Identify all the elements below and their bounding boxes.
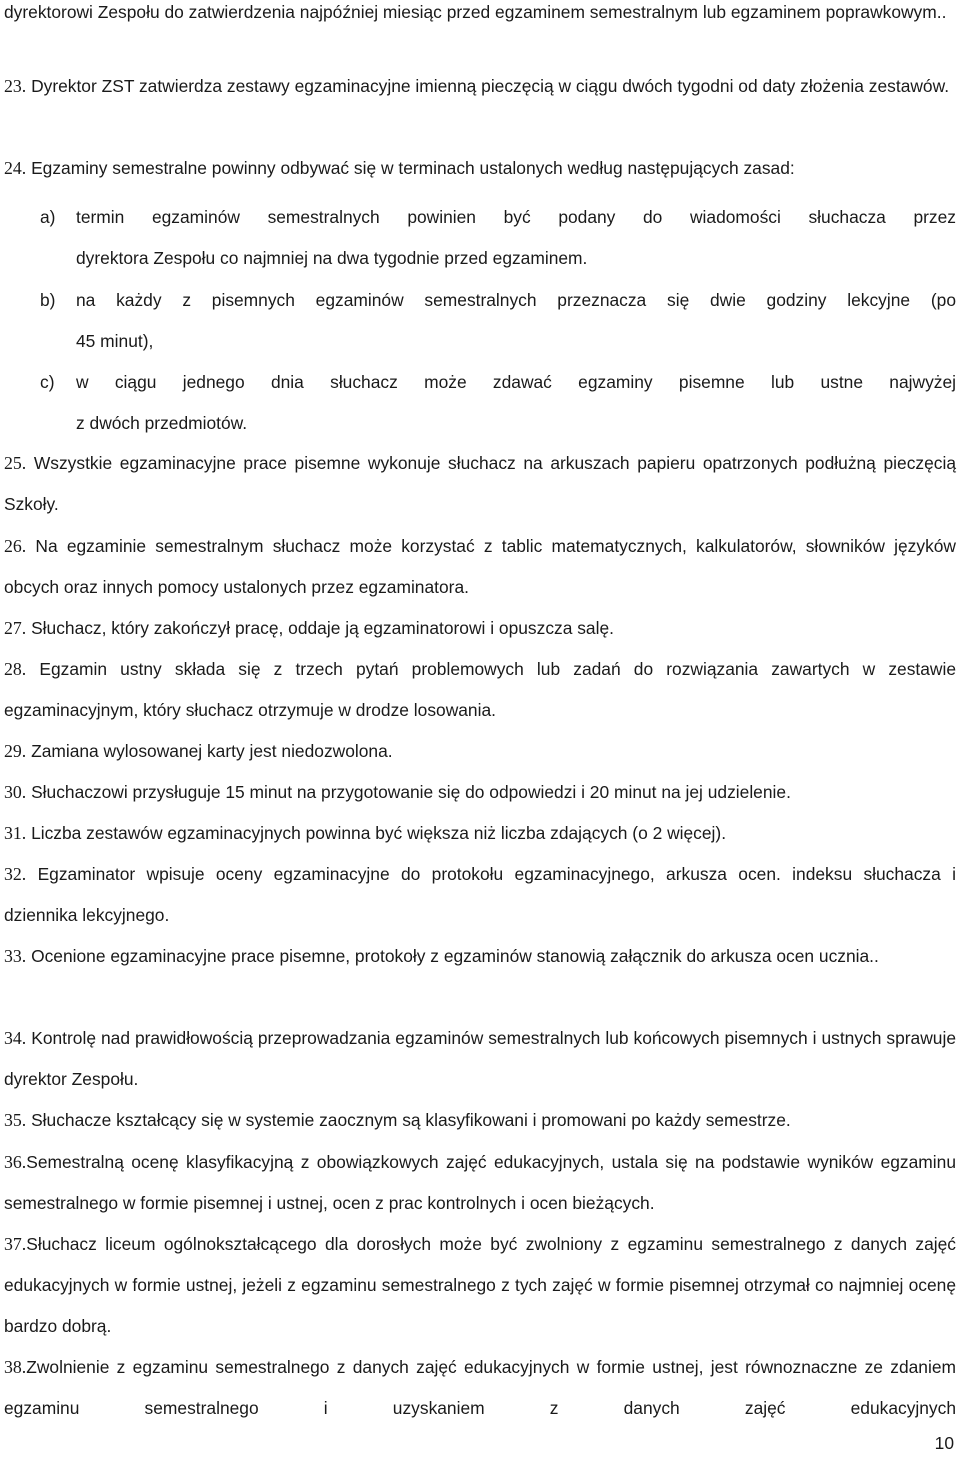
paragraph-number: 27. — [4, 618, 27, 638]
paragraph-number: 29. — [4, 741, 27, 761]
paragraph-36 — [4, 1142, 956, 1224]
paragraph-number: 23. — [4, 76, 27, 96]
paragraph-23 — [4, 66, 956, 107]
paragraph-number: 25. — [4, 453, 27, 473]
paragraph-text: Egzaminy semestralne powinny odbywać się w terminach ustalonych według następujących zasad: — [26, 158, 795, 178]
paragraph-35 — [4, 1100, 956, 1141]
paragraph-text: Egzamin ustny składa się z trzech pytań problemowych lub zadań do rozwiązania zawartych w zestawie egzaminacyjnym, który słuchacz otrzymuje w drodze losowania. — [4, 659, 956, 720]
paragraph-26 — [4, 526, 956, 608]
paragraph-25 — [4, 443, 956, 525]
paragraph-text: dyrektorowi Zespołu do zatwierdzenia najpóźniej miesiąc przed egzaminem semestralnym lub egzaminem poprawkowym.. — [4, 2, 947, 22]
page-number: 10 — [934, 1433, 954, 1453]
paragraph-number: 30. — [4, 782, 27, 802]
list-item-text: termin egzaminów semestralnych powinien być podany do wiadomości słuchacza przez — [76, 207, 956, 227]
list-item-continuation: dyrektora Zespołu co najmniej na dwa tygodnie przed egzaminem. — [76, 248, 588, 268]
paragraph-text: Słuchacz, który zakończył pracę, oddaje ją egzaminatorowi i opuszcza salę. — [26, 618, 614, 638]
paragraph-text: Słuchacze kształcący się w systemie zaocznym są klasyfikowani i promowani po każdy semestrze. — [26, 1110, 791, 1130]
paragraph-text: Na egzaminie semestralnym słuchacz może korzystać z tablic matematycznych, kalkulatorów, słowników języków obcych oraz innych pomocy ustalonych przez egzaminatora. — [4, 536, 956, 597]
paragraph-text: Zwolnienie z egzaminu semestralnego z danych zajęć edukacyjnych w formie ustnej, jest równoznaczne ze zdaniem egzaminu semestralnego i uzyskaniem z danych zajęć edukacyjnych — [4, 1357, 956, 1418]
paragraph-number: 32. — [4, 864, 27, 884]
paragraph-28 — [4, 649, 956, 731]
list-item-continuation: z dwóch przedmiotów. — [76, 413, 248, 433]
paragraph-29 — [4, 731, 956, 772]
list-item-label: c) — [40, 372, 55, 392]
paragraph-text: Kontrolę nad prawidłowością przeprowadzania egzaminów semestralnych lub końcowych pisemnych i ustnych sprawuje dyrektor Zespołu. — [4, 1028, 956, 1089]
paragraph-number: 34. — [4, 1028, 27, 1048]
paragraph-number: 24. — [4, 158, 27, 178]
paragraph-text: Dyrektor ZST zatwierdza zestawy egzaminacyjne imienną pieczęcią w ciągu dwóch tygodni od daty złożenia zestawów. — [26, 76, 950, 96]
paragraph-32 — [4, 854, 956, 936]
paragraph-27 — [4, 608, 956, 649]
paragraph-text: Semestralną ocenę klasyfikacyjną z obowiązkowych zajęć edukacyjnych, ustala się na podstawie wyników egzaminu semestralnego w formie pisemnej i ustnej, ocen z prac kontrolnych i ocen bieżących. — [4, 1152, 956, 1213]
paragraph-number: 37. — [4, 1234, 27, 1254]
list-item-label: a) — [40, 207, 56, 227]
paragraph-30 — [4, 772, 956, 813]
list-item-b — [40, 280, 956, 362]
paragraph-text: Egzaminator wpisuje oceny egzaminacyjne do protokołu egzaminacyjnego, arkusza ocen. indeksu słuchacza i dziennika lekcyjnego. — [4, 864, 956, 925]
paragraph-text: Ocenione egzaminacyjne prace pisemne, protokoły z egzaminów stanowią załącznik do arkusza ocen ucznia.. — [26, 946, 879, 966]
paragraph-text: Słuchacz liceum ogólnokształcącego dla dorosłych może być zwolniony z egzaminu semestralnego z danych zajęć edukacyjnych w formie ustnej, jeżeli z egzaminu semestralnego z tych zajęć w formie pisemnej otrzymał co najmniej ocenę bardzo dobrą. — [4, 1234, 956, 1336]
paragraph-31 — [4, 813, 956, 854]
paragraph-number: 26. — [4, 536, 27, 556]
paragraph-33 — [4, 936, 956, 977]
paragraph-text: Zamiana wylosowanej karty jest niedozwolona. — [26, 741, 393, 761]
list-item-text: w ciągu jednego dnia słuchacz może zdawać egzaminy pisemne lub ustne najwyżej — [76, 372, 956, 392]
list-item-text: na każdy z pisemnych egzaminów semestralnych przeznacza się dwie godziny lekcyjne (po — [76, 290, 956, 310]
paragraph-text: Wszystkie egzaminacyjne prace pisemne wykonuje słuchacz na arkuszach papieru opatrzonych podłużną pieczęcią Szkoły. — [4, 453, 956, 514]
list-item-continuation: 45 minut), — [76, 331, 154, 351]
paragraph-text: Liczba zestawów egzaminacyjnych powinna być większa niż liczba zdających (o 2 więcej). — [26, 823, 727, 843]
paragraph-text: Słuchaczowi przysługuje 15 minut na przygotowanie się do odpowiedzi i 20 minut na jej udzielenie. — [26, 782, 791, 802]
paragraph-22-continuation — [4, 0, 956, 33]
paragraph-24 — [4, 148, 956, 189]
paragraph-number: 38. — [4, 1357, 27, 1377]
paragraph-number: 33. — [4, 946, 27, 966]
list-item-a — [40, 197, 956, 279]
paragraph-number: 36. — [4, 1152, 27, 1172]
paragraph-38 — [4, 1347, 956, 1429]
paragraph-number: 28. — [4, 659, 27, 679]
paragraph-37 — [4, 1224, 956, 1347]
list-item-c — [40, 362, 956, 444]
paragraph-number: 35. — [4, 1110, 27, 1130]
paragraph-number: 31. — [4, 823, 27, 843]
list-item-label: b) — [40, 290, 56, 310]
paragraph-34 — [4, 1018, 956, 1100]
